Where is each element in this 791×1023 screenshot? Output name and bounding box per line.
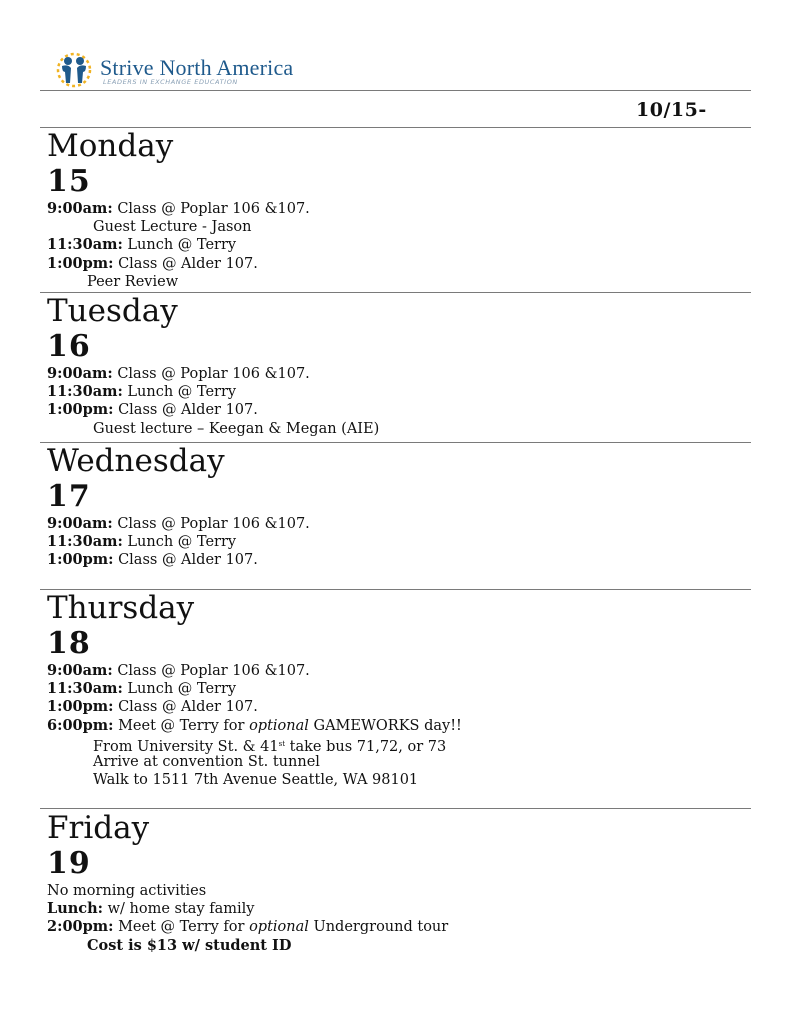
item-text: Class @ Alder 107. <box>113 402 258 419</box>
schedule-item <box>47 698 747 716</box>
cost-note: Cost is $13 w/ student ID <box>87 936 292 954</box>
item-time: Lunch: <box>47 900 104 918</box>
schedule-item <box>47 515 747 533</box>
day-name: Monday <box>47 128 174 164</box>
schedule-subitem <box>47 735 747 753</box>
schedule-item <box>47 918 747 936</box>
item-text: Lunch @ Terry <box>122 384 237 401</box>
day-number: 18 <box>47 626 91 661</box>
schedule-item <box>47 662 747 680</box>
schedule-item: No morning activities <box>47 883 207 899</box>
item-text: Underground tour <box>308 919 449 936</box>
schedule-item <box>47 200 747 218</box>
day-number: 15 <box>47 164 91 199</box>
item-text: Lunch @ Terry <box>122 534 237 551</box>
day-friday <box>47 811 747 955</box>
schedule-item <box>47 255 747 273</box>
schedule-item <box>47 680 747 698</box>
item-text: Class @ Poplar 106 &107. <box>112 201 310 217</box>
schedule-item <box>47 365 747 383</box>
day-name: Friday <box>47 810 150 846</box>
ordinal-suffix: st <box>278 739 286 748</box>
item-time: 11:30am: <box>47 236 123 254</box>
item-text: Class @ Alder 107. <box>113 552 258 569</box>
item-text: Class @ Alder 107. <box>113 699 258 716</box>
item-time: 9:00am: <box>47 200 113 217</box>
schedule-subitem: Guest lecture – Keegan & Megan (AIE) <box>93 420 380 437</box>
schedule-subitem: Guest Lecture - Jason <box>93 219 252 236</box>
logo-tagline: LEADERS IN EXCHANGE EDUCATION <box>103 78 238 86</box>
item-text: Meet @ Terry for <box>113 717 250 734</box>
item-emphasis: optional <box>249 919 309 936</box>
schedule-item <box>47 236 747 254</box>
item-time: 6:00pm: <box>47 716 114 734</box>
logo-name: Strive North America <box>100 55 294 80</box>
day-name: Tuesday <box>47 293 178 329</box>
item-time: 1:00pm: <box>47 551 114 569</box>
item-text: GAMEWORKS day!! <box>308 717 462 734</box>
item-text: Class @ Poplar 106 &107. <box>112 366 310 382</box>
schedule-subitem: Walk to 1511 7th Avenue Seattle, WA 98101 <box>93 772 419 789</box>
schedule-item <box>47 717 747 735</box>
item-time: 9:00am: <box>47 662 113 679</box>
day-monday <box>47 129 747 291</box>
item-time: 9:00am: <box>47 365 113 382</box>
item-text: Class @ Poplar 106 &107. <box>112 663 310 679</box>
day-name: Thursday <box>47 590 195 626</box>
day-number: 19 <box>47 846 91 881</box>
item-time: 11:30am: <box>47 680 123 698</box>
item-time: 1:00pm: <box>47 254 114 272</box>
strive-logo <box>53 52 393 88</box>
item-time: 11:30am: <box>47 383 123 401</box>
item-text: Class @ Poplar 106 &107. <box>112 516 310 532</box>
schedule-item <box>47 551 747 569</box>
item-time: 2:00pm: <box>47 918 114 936</box>
day-name: Wednesday <box>47 443 225 479</box>
schedule-item <box>47 401 747 419</box>
item-time: 1:00pm: <box>47 698 114 716</box>
day-wednesday <box>47 444 747 570</box>
schedule-subitem: Peer Review <box>87 273 179 290</box>
schedule-item <box>47 533 747 551</box>
item-emphasis: optional <box>249 717 309 734</box>
day-divider <box>40 808 751 809</box>
item-text: Lunch @ Terry <box>122 681 237 698</box>
date-range: 10/15- <box>636 99 707 121</box>
header-rule <box>40 90 751 91</box>
item-text: From University St. & 41 <box>93 738 279 755</box>
item-time: 1:00pm: <box>47 401 114 419</box>
item-text: w/ home stay family <box>103 901 255 918</box>
schedule-item <box>47 900 747 918</box>
schedule-subitem: Arrive at convention St. tunnel <box>93 753 320 770</box>
day-tuesday <box>47 294 747 438</box>
schedule-item <box>47 383 747 401</box>
people-globe-icon <box>53 52 95 88</box>
day-number: 16 <box>47 329 91 364</box>
item-time: 9:00am: <box>47 515 113 532</box>
item-text: Lunch @ Terry <box>122 237 237 254</box>
item-text: Class @ Alder 107. <box>113 255 258 272</box>
item-text: take bus 71,72, or 73 <box>285 738 447 755</box>
day-number: 17 <box>47 479 91 514</box>
item-text: Meet @ Terry for <box>113 919 250 936</box>
item-time: 11:30am: <box>47 533 123 551</box>
day-thursday <box>47 591 747 789</box>
